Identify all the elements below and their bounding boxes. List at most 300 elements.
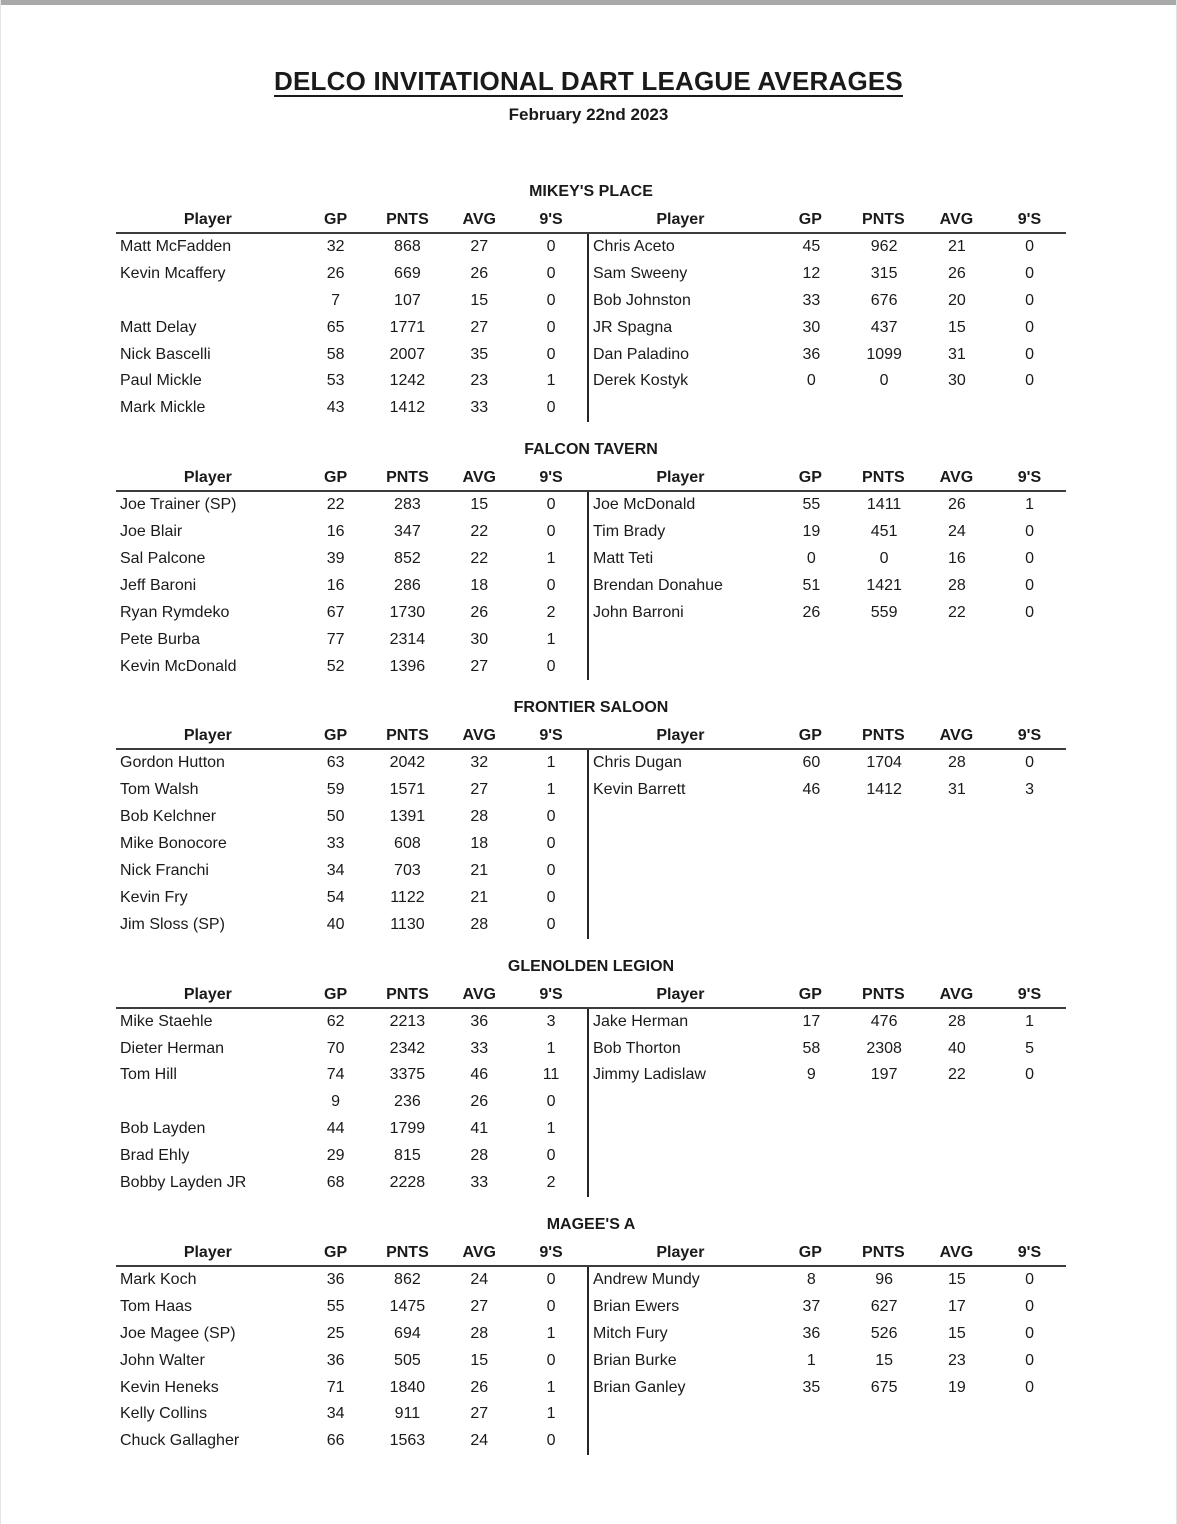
table-header-row [116, 1240, 587, 1267]
col-header-gp: GP [324, 1243, 348, 1261]
avg-cell: 41 [470, 1120, 489, 1138]
player-name-cell: Bob Kelchner [120, 808, 217, 826]
player-row [116, 368, 587, 395]
player-name-cell: Tom Haas [120, 1297, 193, 1315]
player-name-cell: Derek Kostyk [593, 372, 689, 390]
gp-cell: 67 [326, 603, 345, 621]
team-tables [116, 1240, 1066, 1455]
pnts-cell: 703 [394, 862, 421, 880]
col-header-avg: AVG [939, 985, 974, 1003]
pnts-cell: 675 [870, 1378, 898, 1396]
col-header-player: Player [656, 727, 705, 745]
pnts-cell: 1396 [389, 657, 426, 675]
avg-cell: 28 [947, 754, 966, 772]
gp-cell: 50 [326, 808, 345, 826]
nines-cell: 1 [546, 550, 556, 568]
col-header-player: Player [183, 1243, 232, 1261]
gp-cell: 1 [806, 1351, 816, 1369]
player-row [589, 315, 1066, 342]
avg-cell: 28 [470, 1324, 489, 1342]
avg-cell: 33 [470, 1174, 489, 1192]
player-row [116, 519, 587, 546]
col-header-nines: 9'S [1017, 211, 1042, 228]
col-header-gp: GP [324, 727, 348, 745]
nines-cell: 0 [1025, 318, 1035, 336]
nines-cell: 0 [546, 318, 556, 336]
col-header-gp: GP [798, 211, 822, 228]
right-table [587, 982, 1066, 1197]
left-table [116, 982, 587, 1197]
gp-cell: 9 [331, 1093, 341, 1111]
col-header-nines: 9'S [539, 727, 563, 745]
player-row [589, 1321, 1066, 1348]
col-header-nines: 9'S [539, 211, 563, 228]
player-row [116, 315, 587, 342]
nines-cell: 0 [1025, 291, 1035, 309]
avg-cell: 19 [947, 1378, 966, 1396]
gp-cell: 65 [326, 318, 345, 336]
avg-cell: 32 [470, 754, 489, 772]
pnts-cell: 236 [394, 1093, 421, 1111]
player-name-cell: Andrew Mundy [593, 1270, 700, 1288]
avg-cell: 26 [947, 264, 966, 282]
gp-cell: 30 [802, 318, 821, 336]
player-row [589, 1009, 1066, 1036]
nines-cell: 0 [546, 862, 556, 880]
avg-cell: 28 [470, 915, 489, 933]
gp-cell: 7 [331, 291, 341, 309]
player-row [589, 600, 1066, 627]
avg-cell: 28 [947, 1012, 966, 1030]
player-row [116, 1062, 587, 1089]
pnts-cell: 286 [394, 576, 421, 594]
player-name-cell: Joe Blair [120, 523, 183, 541]
gp-cell: 60 [802, 754, 821, 772]
avg-cell: 23 [947, 1351, 966, 1369]
avg-cell: 28 [947, 576, 966, 594]
left-table [116, 207, 587, 422]
gp-cell: 77 [326, 630, 345, 648]
team-tables [116, 723, 1066, 938]
table-rows [116, 750, 587, 938]
player-name-cell: Mark Mickle [120, 399, 206, 417]
nines-cell: 0 [546, 523, 556, 541]
nines-cell: 0 [546, 264, 556, 282]
player-row [116, 600, 587, 627]
player-row [589, 288, 1066, 315]
player-name-cell: John Barroni [593, 603, 684, 621]
nines-cell: 11 [542, 1066, 560, 1084]
gp-cell: 32 [326, 238, 345, 255]
gp-cell: 62 [326, 1012, 345, 1030]
pnts-cell: 608 [394, 835, 421, 853]
player-row [116, 1401, 587, 1428]
pnts-cell: 862 [394, 1270, 421, 1288]
gp-cell: 58 [802, 1039, 821, 1057]
avg-cell: 36 [470, 1012, 489, 1030]
avg-cell: 31 [947, 781, 966, 799]
player-name-cell: Pete Burba [120, 630, 201, 648]
left-table [116, 1240, 587, 1455]
table-rows [116, 1009, 587, 1197]
table-header-row [587, 207, 1066, 234]
pnts-cell: 1799 [389, 1120, 426, 1138]
player-name-cell: Nick Bascelli [120, 345, 211, 363]
col-header-gp: GP [798, 727, 822, 745]
left-table [116, 465, 587, 680]
player-row [116, 804, 587, 831]
gp-cell: 40 [326, 915, 345, 933]
player-row [116, 1348, 587, 1375]
gp-cell: 74 [326, 1066, 345, 1084]
col-header-pnts: PNTS [386, 469, 429, 487]
pnts-cell: 1840 [389, 1378, 426, 1396]
pnts-cell: 315 [870, 264, 898, 282]
pnts-cell: 476 [870, 1012, 898, 1030]
col-header-player: Player [656, 469, 705, 487]
avg-cell: 24 [470, 1270, 489, 1288]
player-row [116, 1116, 587, 1143]
col-header-avg: AVG [939, 211, 974, 228]
nines-cell: 1 [546, 754, 556, 772]
player-name-cell: Tom Hill [120, 1066, 177, 1084]
player-name-cell: Kevin Fry [120, 888, 188, 906]
gp-cell: 33 [326, 835, 345, 853]
table-header-row [587, 465, 1066, 492]
col-header-avg: AVG [462, 211, 496, 228]
col-header-player: Player [656, 985, 705, 1003]
nines-cell: 0 [546, 496, 556, 514]
pnts-cell: 1411 [866, 496, 902, 514]
avg-cell: 35 [470, 345, 489, 363]
col-header-avg: AVG [939, 1243, 974, 1261]
avg-cell: 23 [470, 372, 489, 390]
player-name-cell: Dan Paladino [593, 345, 690, 363]
nines-cell: 0 [1025, 523, 1035, 541]
nines-cell: 1 [546, 781, 556, 799]
player-name-cell: Jeff Baroni [120, 576, 197, 594]
player-row [116, 1294, 587, 1321]
avg-cell: 40 [947, 1039, 966, 1057]
player-row [589, 1062, 1066, 1089]
col-header-avg: AVG [462, 985, 496, 1003]
nines-cell: 0 [1025, 1324, 1035, 1342]
col-header-player: Player [183, 469, 232, 487]
gp-cell: 22 [326, 496, 345, 514]
nines-cell: 0 [1025, 1378, 1035, 1396]
avg-cell: 27 [470, 1297, 489, 1315]
left-table [116, 723, 587, 938]
avg-cell: 26 [470, 1378, 489, 1396]
pnts-cell: 2314 [389, 630, 426, 648]
player-row [116, 1036, 587, 1063]
col-header-pnts: PNTS [862, 1243, 905, 1261]
pnts-cell: 347 [394, 523, 421, 541]
player-name-cell: Tim Brady [593, 523, 666, 541]
player-name-cell: Ryan Rymdeko [120, 603, 230, 621]
team-section [116, 1214, 1066, 1455]
player-name-cell: Joe McDonald [593, 496, 696, 514]
nines-cell: 0 [546, 835, 556, 853]
gp-cell: 16 [326, 523, 345, 541]
table-rows [587, 750, 1066, 938]
nines-cell: 0 [546, 1297, 556, 1315]
pnts-cell: 0 [879, 550, 889, 568]
gp-cell: 0 [806, 550, 816, 568]
avg-cell: 15 [947, 1270, 966, 1288]
team-name: MIKEY'S PLACE [529, 183, 653, 200]
avg-cell: 26 [947, 496, 966, 514]
col-header-gp: GP [324, 985, 348, 1003]
avg-cell: 27 [470, 238, 489, 255]
nines-cell: 1 [546, 1378, 556, 1396]
gp-cell: 58 [326, 345, 345, 363]
pnts-cell: 815 [394, 1147, 421, 1165]
player-name-cell: Gordon Hutton [120, 754, 225, 772]
pnts-cell: 1412 [389, 399, 426, 417]
nines-cell: 1 [546, 1039, 556, 1057]
team-section [116, 439, 1066, 680]
player-row [589, 1036, 1066, 1063]
col-header-pnts: PNTS [862, 985, 905, 1003]
player-row [116, 395, 587, 422]
player-name-cell: Bob Thorton [593, 1039, 681, 1057]
col-header-avg: AVG [462, 469, 496, 487]
nines-cell: 0 [546, 1270, 556, 1288]
table-header-row [116, 723, 587, 750]
pnts-cell: 1099 [866, 345, 902, 363]
team-tables [116, 465, 1066, 680]
avg-cell: 26 [470, 264, 489, 282]
player-row [116, 885, 587, 912]
nines-cell: 0 [1025, 1351, 1035, 1369]
player-name-cell: Kevin McDonald [120, 657, 237, 675]
player-name-cell: Mike Staehle [120, 1012, 213, 1030]
gp-cell: 39 [326, 550, 345, 568]
pnts-cell: 437 [870, 318, 898, 336]
col-header-player: Player [183, 211, 232, 228]
player-row [116, 342, 587, 369]
nines-cell: 0 [546, 808, 556, 826]
pnts-cell: 451 [870, 523, 898, 541]
nines-cell: 0 [546, 399, 556, 417]
nines-cell: 0 [546, 576, 556, 594]
player-row [116, 261, 587, 288]
right-table [587, 1240, 1066, 1455]
player-row [589, 368, 1066, 395]
player-row [116, 1375, 587, 1402]
nines-cell: 0 [546, 345, 556, 363]
pnts-cell: 911 [394, 1405, 421, 1423]
player-name-cell: Chuck Gallagher [120, 1432, 240, 1450]
avg-cell: 16 [947, 550, 966, 568]
gp-cell: 54 [326, 888, 345, 906]
player-row [589, 234, 1066, 261]
avg-cell: 31 [947, 345, 966, 363]
avg-cell: 27 [470, 1405, 489, 1423]
player-name-cell: Matt Teti [593, 550, 654, 568]
page-header [1, 5, 1176, 125]
pnts-cell: 283 [394, 496, 421, 514]
player-row [116, 1143, 587, 1170]
avg-cell: 22 [947, 1066, 966, 1084]
gp-cell: 0 [806, 372, 816, 390]
team-tables [116, 207, 1066, 422]
pnts-cell: 694 [394, 1324, 421, 1342]
avg-cell: 28 [470, 808, 489, 826]
team-section [116, 956, 1066, 1197]
gp-cell: 53 [326, 372, 345, 390]
pnts-cell: 852 [394, 550, 421, 568]
table-header-row [116, 465, 587, 492]
team-name: GLENOLDEN LEGION [507, 957, 675, 975]
pnts-cell: 0 [879, 372, 889, 390]
col-header-avg: AVG [939, 727, 974, 745]
nines-cell: 3 [546, 1012, 556, 1030]
pnts-cell: 2342 [389, 1039, 426, 1057]
pnts-cell: 2308 [866, 1039, 902, 1057]
pnts-cell: 1122 [390, 888, 425, 906]
nines-cell: 0 [1025, 1066, 1035, 1084]
avg-cell: 15 [470, 496, 489, 514]
col-header-pnts: PNTS [386, 727, 429, 745]
sections-container [116, 181, 1066, 1455]
table-header-row [587, 982, 1066, 1009]
player-row [589, 750, 1066, 777]
page-subtitle: February 22nd 2023 [508, 105, 669, 124]
col-header-player: Player [183, 727, 232, 745]
pnts-cell: 1130 [390, 915, 425, 933]
player-name-cell: Paul Mickle [120, 372, 202, 390]
gp-cell: 26 [802, 603, 821, 621]
gp-cell: 34 [326, 1405, 345, 1423]
gp-cell: 46 [802, 781, 821, 799]
col-header-pnts: PNTS [386, 985, 429, 1003]
avg-cell: 28 [470, 1147, 489, 1165]
team-name: FALCON TAVERN [524, 441, 658, 459]
pnts-cell: 96 [875, 1270, 894, 1288]
col-header-pnts: PNTS [862, 727, 905, 745]
player-row [116, 750, 587, 777]
player-row [116, 1009, 587, 1036]
pnts-cell: 676 [870, 291, 898, 309]
player-name-cell: Bobby Layden JR [120, 1174, 247, 1192]
col-header-avg: AVG [462, 727, 496, 745]
gp-cell: 36 [802, 1324, 821, 1342]
col-header-nines: 9'S [539, 1243, 563, 1261]
avg-cell: 20 [947, 291, 966, 309]
gp-cell: 33 [802, 291, 821, 309]
player-row [116, 573, 587, 600]
right-table [587, 465, 1066, 680]
nines-cell: 0 [546, 238, 556, 255]
col-header-gp: GP [798, 469, 822, 487]
page-title: DELCO INVITATIONAL DART LEAGUE AVERAGES [274, 66, 903, 96]
table-rows [116, 492, 587, 680]
avg-cell: 22 [470, 523, 489, 541]
avg-cell: 17 [947, 1297, 966, 1315]
nines-cell: 0 [1025, 576, 1035, 594]
player-name-cell: Chris Dugan [593, 754, 682, 772]
nines-cell: 0 [1025, 264, 1035, 282]
nines-cell: 0 [1025, 1270, 1035, 1288]
player-row [116, 1089, 587, 1116]
player-row [116, 858, 587, 885]
pnts-cell: 107 [394, 291, 421, 309]
nines-cell: 0 [546, 1432, 556, 1450]
gp-cell: 59 [326, 781, 345, 799]
avg-cell: 30 [947, 372, 966, 390]
gp-cell: 29 [326, 1147, 345, 1165]
player-name-cell: Brian Ewers [593, 1297, 680, 1315]
player-row [116, 831, 587, 858]
player-row [589, 573, 1066, 600]
nines-cell: 0 [1025, 550, 1035, 568]
pnts-cell: 1771 [389, 318, 426, 336]
player-name-cell: Brendan Donahue [593, 576, 723, 594]
pnts-cell: 3375 [389, 1066, 426, 1084]
player-row [589, 546, 1066, 573]
col-header-player: Player [656, 211, 705, 228]
avg-cell: 27 [470, 318, 489, 336]
col-header-pnts: PNTS [386, 1243, 429, 1261]
col-header-gp: GP [324, 211, 348, 228]
table-header-row [587, 1240, 1066, 1267]
nines-cell: 0 [546, 657, 556, 675]
pnts-cell: 505 [394, 1351, 421, 1369]
gp-cell: 9 [806, 1066, 816, 1084]
pnts-cell: 627 [870, 1297, 898, 1315]
player-name-cell: Dieter Herman [120, 1039, 225, 1057]
table-rows [587, 234, 1066, 422]
player-name-cell: Tom Walsh [120, 781, 199, 799]
player-row [589, 1348, 1066, 1375]
player-name-cell: Brian Ganley [593, 1378, 686, 1396]
gp-cell: 52 [326, 657, 345, 675]
pnts-cell: 1475 [389, 1297, 426, 1315]
pnts-cell: 1412 [866, 781, 902, 799]
col-header-avg: AVG [939, 469, 974, 487]
col-header-player: Player [183, 985, 232, 1003]
nines-cell: 5 [1025, 1039, 1035, 1057]
player-name-cell: Chris Aceto [593, 238, 675, 255]
col-header-nines: 9'S [539, 985, 563, 1003]
pnts-cell: 669 [394, 264, 421, 282]
pnts-cell: 197 [870, 1066, 898, 1084]
player-name-cell: Bob Layden [120, 1120, 206, 1138]
player-row [116, 234, 587, 261]
gp-cell: 55 [326, 1297, 345, 1315]
gp-cell: 44 [326, 1120, 345, 1138]
pnts-cell: 1242 [389, 372, 426, 390]
nines-cell: 0 [546, 291, 556, 309]
team-name: MAGEE'S A [546, 1215, 636, 1233]
gp-cell: 35 [802, 1378, 821, 1396]
avg-cell: 15 [947, 1324, 966, 1342]
col-header-gp: GP [324, 469, 348, 487]
player-name-cell: Bob Johnston [593, 291, 691, 309]
gp-cell: 16 [326, 576, 345, 594]
pnts-cell: 1730 [389, 603, 426, 621]
player-row [116, 627, 587, 654]
table-rows [116, 1267, 587, 1455]
nines-cell: 1 [546, 1405, 556, 1423]
player-name-cell: Sam Sweeny [593, 264, 688, 282]
player-name-cell: Kevin Mcaffery [120, 264, 226, 282]
player-row [589, 492, 1066, 519]
avg-cell: 15 [470, 291, 489, 309]
player-name-cell: Kevin Barrett [593, 781, 686, 799]
